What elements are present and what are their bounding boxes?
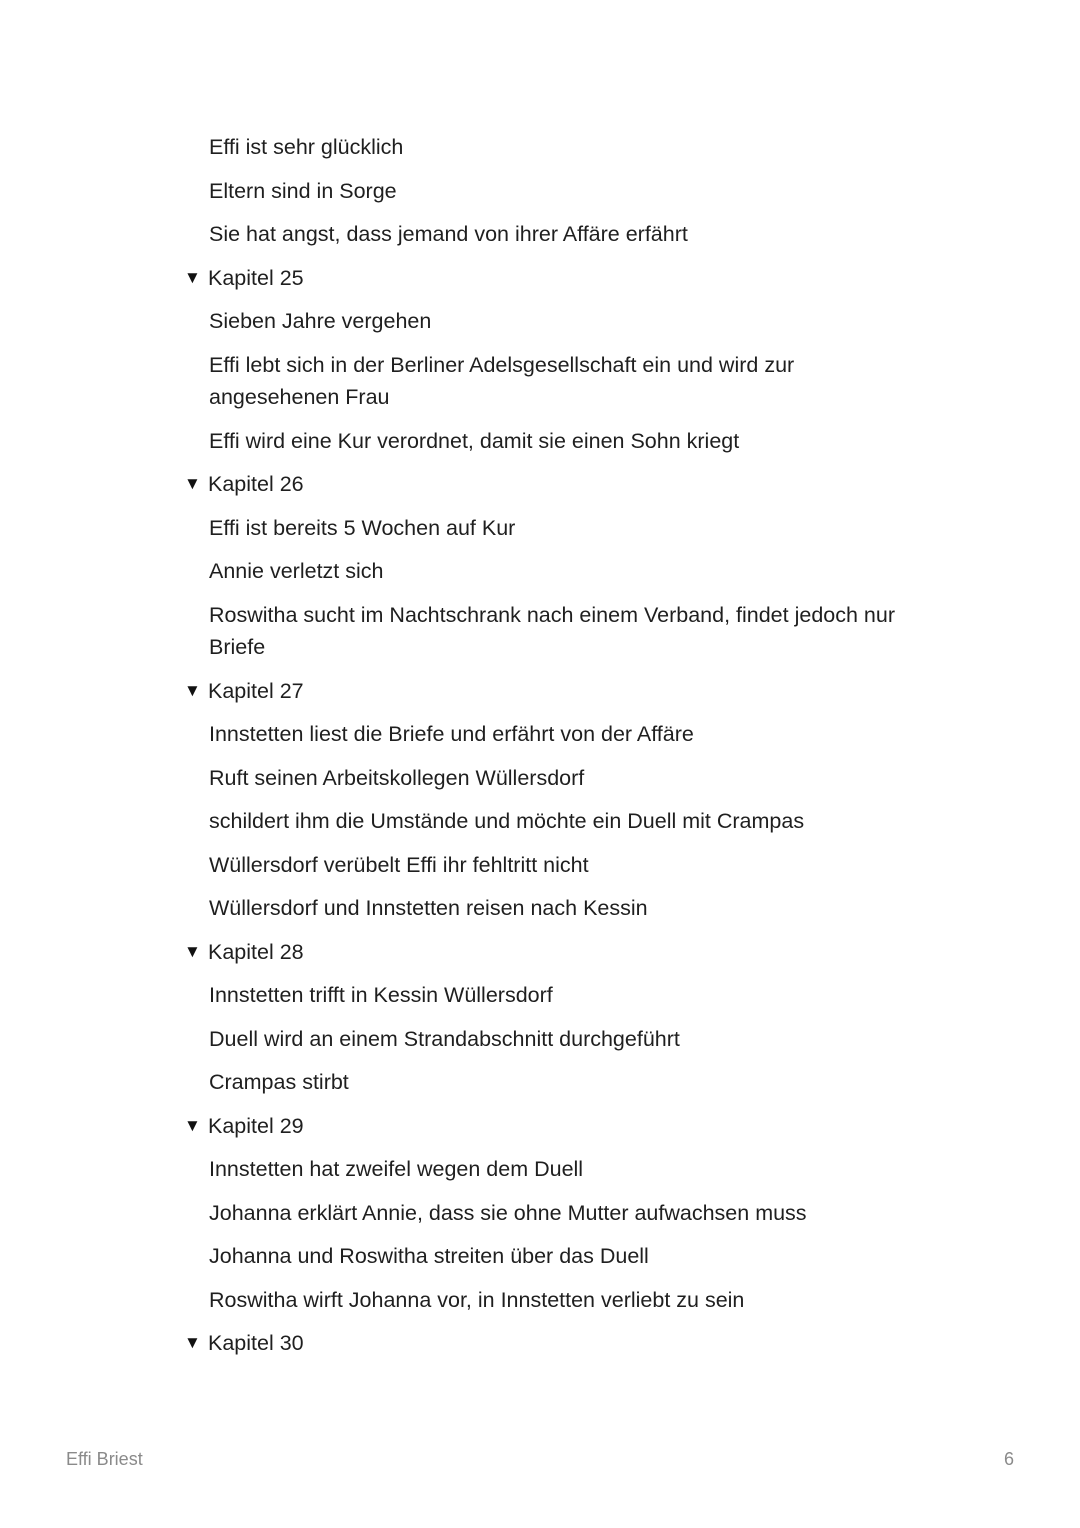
list-item: Wüllersdorf verübelt Effi ihr fehltritt nicht	[209, 852, 589, 877]
intro-list	[0, 131, 1080, 251]
triangle-down-icon[interactable]: ▼	[184, 941, 201, 961]
chapter-title: Kapitel 28	[208, 939, 304, 964]
chapter-block-28	[0, 936, 1080, 1099]
list-item: Duell wird an einem Strandabschnitt durchgeführt	[209, 1026, 680, 1051]
list-item: Effi lebt sich in der Berliner Adelsgesellschaft ein und wird zur angesehenen Frau	[209, 352, 795, 409]
list-item: Johanna und Roswitha streiten über das Duell	[209, 1244, 649, 1268]
chapter-toggle-29[interactable]	[184, 1110, 1080, 1143]
chapter-block-29	[0, 1110, 1080, 1317]
list-item: Wüllersdorf und Innstetten reisen nach Kessin	[209, 896, 648, 920]
triangle-down-icon[interactable]: ▼	[184, 1115, 201, 1135]
chapter-toggle-28[interactable]	[184, 936, 1080, 969]
chapter-toggle-25[interactable]	[184, 262, 1080, 295]
chapter-title: Kapitel 30	[208, 1331, 304, 1355]
triangle-down-icon[interactable]: ▼	[184, 1333, 201, 1352]
chapter-title: Kapitel 29	[208, 1113, 304, 1138]
chapter-block-26	[0, 468, 1080, 664]
document-body	[0, 131, 1080, 1371]
list-item: Innstetten trifft in Kessin Wüllersdorf	[209, 983, 553, 1007]
list-item: Sie hat angst, dass jemand von ihrer Affäre erfährt	[209, 222, 688, 246]
list-item: Crampas stirbt	[209, 1070, 349, 1094]
list-item: Ruft seinen Arbeitskollegen Wüllersdorf	[209, 765, 585, 790]
list-item: schildert ihm die Umstände und möchte ein Duell mit Crampas	[209, 809, 805, 833]
chapter-title: Kapitel 25	[208, 265, 304, 290]
chapter-toggle-30[interactable]	[184, 1327, 1080, 1360]
list-item: Effi ist sehr glücklich	[209, 135, 404, 159]
chapter-block-27	[0, 675, 1080, 925]
chapter-title: Kapitel 27	[208, 678, 304, 703]
footer-page-number: 6	[1003, 1449, 1014, 1469]
list-item: Effi wird eine Kur verordnet, damit sie einen Sohn kriegt	[209, 428, 740, 453]
list-item: Eltern sind in Sorge	[209, 178, 397, 203]
triangle-down-icon[interactable]: ▼	[184, 680, 201, 700]
list-item: Johanna erklärt Annie, dass sie ohne Mutter aufwachsen muss	[209, 1200, 807, 1225]
list-item: Innstetten hat zweifel wegen dem Duell	[209, 1157, 584, 1181]
list-item: Annie verletzt sich	[209, 559, 384, 583]
list-item: Roswitha wirft Johanna vor, in Innstetten verliebt zu sein	[209, 1287, 745, 1312]
chapter-toggle-26[interactable]	[184, 468, 1080, 501]
list-item: Effi ist bereits 5 Wochen auf Kur	[209, 515, 516, 540]
list-item: Roswitha sucht im Nachtschrank nach einem Verband, findet jedoch nur Briefe	[209, 602, 895, 659]
list-item: Innstetten liest die Briefe und erfährt von der Affäre	[209, 722, 694, 746]
footer-document-title: Effi Briest	[66, 1449, 143, 1469]
chapter-block-25	[0, 262, 1080, 458]
triangle-down-icon[interactable]: ▼	[184, 474, 201, 493]
chapter-block-30	[0, 1327, 1080, 1360]
chapter-title: Kapitel 26	[208, 472, 304, 496]
triangle-down-icon[interactable]: ▼	[184, 267, 201, 287]
chapter-toggle-27[interactable]	[184, 675, 1080, 708]
list-item: Sieben Jahre vergehen	[209, 309, 432, 333]
